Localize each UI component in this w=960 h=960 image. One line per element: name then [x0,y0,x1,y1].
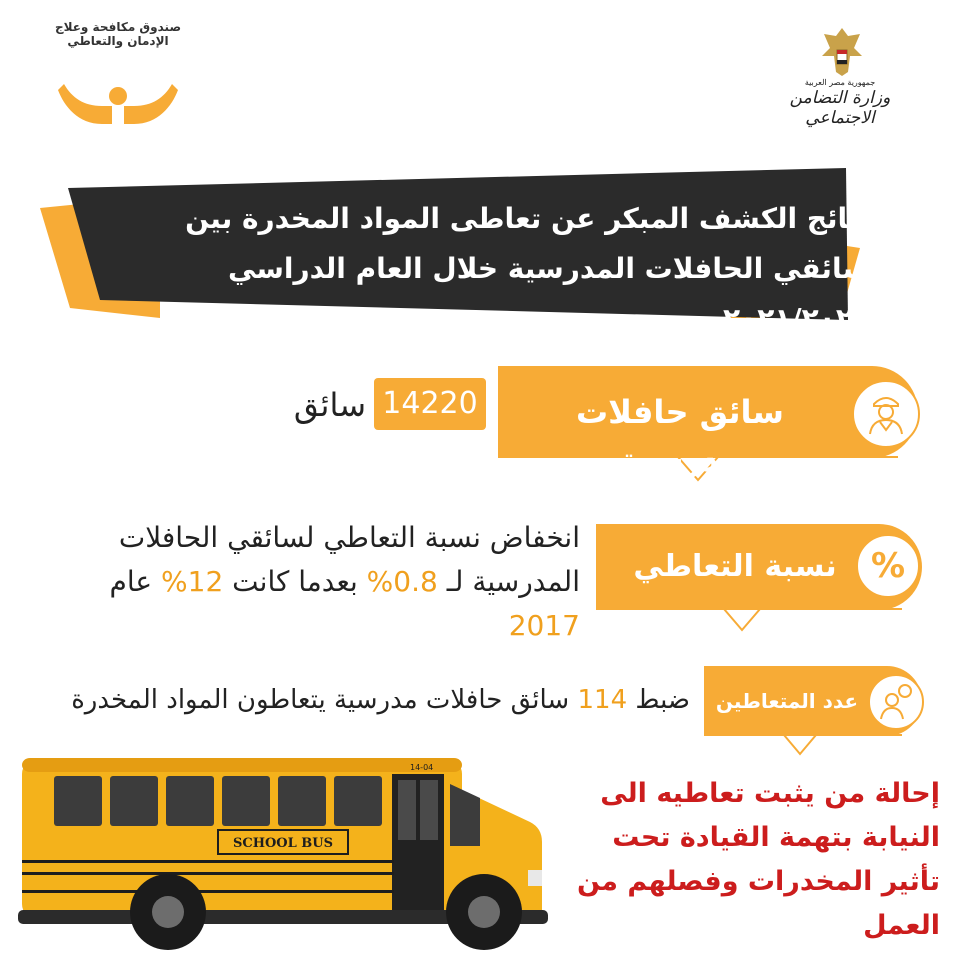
driver-icon [852,380,920,448]
users-description: ضبط 114 سائق حافلات مدرسية يتعاطون المواد المخدرة [71,685,690,715]
rate-description: انخفاض نسبة التعاطي لسائقي الحافلات المدرسية لـ 0.8% بعدما كانت 12% عام 2017 [109,521,580,642]
title-banner [40,168,870,335]
ministry-name: وزارة التضامن الاجتماعي [789,88,891,128]
eagle-emblem-icon [820,26,864,78]
person-thinking-icon [868,674,924,730]
hands-icon [54,76,182,126]
bus-plate: 14-04 [410,763,434,772]
rate-previous: 12% [161,565,224,598]
drivers-count: 14220 [374,378,486,430]
penalty-notice: إحالة من يثبت تعاطيه الى النيابة بتهمة القيادة تحت تأثير المخدرات وفصلهم من العمل [576,778,940,941]
fund-logo-text: صندوق مكافحة وعلاج الإدمان والتعاطي [54,20,182,48]
ministry-country: جمهورية مصر العربية [804,78,876,87]
rate-label: نسبة التعاطي [633,549,837,584]
percent-icon: % [856,534,920,598]
rate-year: 2017 [508,609,580,642]
school-bus-illustration [18,750,558,950]
title-line-2: سائقي الحافلات المدرسية خلال العام الدراسي ٢٠٢١/٢٠٢٢ [228,252,870,335]
users-label: عدد المتعاطين [715,689,859,713]
page-title [110,194,870,344]
drivers-label: سائق حافلات مدرسية [576,393,784,479]
title-line-1: نتائج الكشف المبكر عن تعاطى المواد المخدرة بين [185,202,870,235]
ministry-logo [770,20,910,130]
rate-current: 0.8% [366,565,438,598]
users-count: 114 [577,685,628,715]
fund-logo [48,20,188,130]
bus-sign: SCHOOL BUS [232,836,334,851]
drivers-unit: سائق [293,386,366,424]
